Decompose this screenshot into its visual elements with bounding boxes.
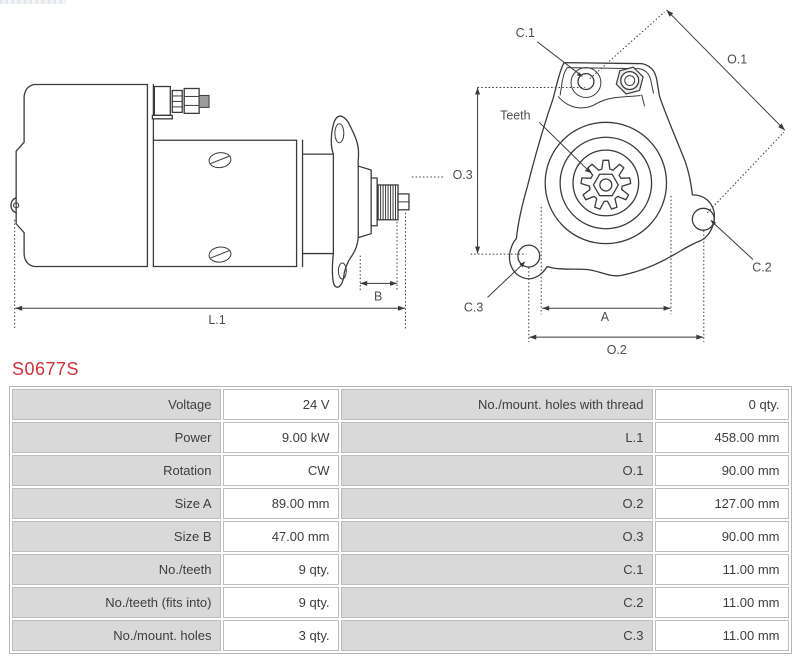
spec-value: 90.00 mm xyxy=(655,521,789,552)
spec-label: L.1 xyxy=(341,422,653,453)
spec-row xyxy=(12,389,789,420)
spec-row xyxy=(12,521,789,552)
spec-row xyxy=(12,422,789,453)
label-l1: L.1 xyxy=(208,313,226,328)
spec-row xyxy=(12,455,789,486)
spec-row xyxy=(12,620,789,651)
spec-value: 458.00 mm xyxy=(655,422,789,453)
label-c2: C.2 xyxy=(752,260,772,275)
starter-side-view xyxy=(11,85,444,331)
spec-value: 11.00 mm xyxy=(655,587,789,618)
spec-label: Voltage xyxy=(12,389,221,420)
flange-ear-hole-top xyxy=(335,124,344,143)
spec-label: Power xyxy=(12,422,221,453)
part-number: S0677S xyxy=(12,359,80,379)
label-o1: O.1 xyxy=(727,52,748,67)
label-o2: O.2 xyxy=(606,343,627,356)
yoke-screw xyxy=(208,151,232,263)
label-o3: O.3 xyxy=(452,167,473,182)
spec-label: No./teeth xyxy=(12,554,221,585)
label-a: A xyxy=(600,310,609,325)
label-c1: C.1 xyxy=(515,25,535,40)
hole-c2 xyxy=(692,208,714,230)
spec-value: 90.00 mm xyxy=(655,455,789,486)
spec-value: CW xyxy=(223,455,339,486)
spec-value: 11.00 mm xyxy=(655,554,789,585)
spec-row xyxy=(12,488,789,519)
spec-value: 0 qty. xyxy=(655,389,789,420)
spec-label: Size A xyxy=(12,488,221,519)
spec-value: 3 qty. xyxy=(223,620,339,651)
spec-label: C.1 xyxy=(341,554,653,585)
spec-row xyxy=(12,587,789,618)
counterbore-c1 xyxy=(571,68,601,98)
spec-label: No./mount. holes with thread xyxy=(341,389,653,420)
spec-label: O.3 xyxy=(341,521,653,552)
spec-value: 11.00 mm xyxy=(655,620,789,651)
spec-value: 9.00 kW xyxy=(223,422,339,453)
label-teeth: Teeth xyxy=(500,108,531,123)
specs-table xyxy=(9,386,792,654)
spec-value: 47.00 mm xyxy=(223,521,339,552)
pinion-gear xyxy=(581,160,631,209)
spec-value: 127.00 mm xyxy=(655,488,789,519)
spec-label: C.3 xyxy=(341,620,653,651)
spec-value: 9 qty. xyxy=(223,554,339,585)
spec-row xyxy=(12,554,789,585)
spec-label: C.2 xyxy=(341,587,653,618)
label-b: B xyxy=(373,289,383,304)
spec-label: No./teeth (fits into) xyxy=(12,587,221,618)
spec-label: O.2 xyxy=(341,488,653,519)
spec-value: 89.00 mm xyxy=(223,488,339,519)
terminal-stud xyxy=(152,87,209,119)
pinion-splines xyxy=(378,185,409,220)
edge-artifact xyxy=(0,0,66,4)
spec-label: Size B xyxy=(12,521,221,552)
spec-value: 24 V xyxy=(223,389,339,420)
starter-front-view xyxy=(453,10,785,356)
spec-label: No./mount. holes xyxy=(12,620,221,651)
label-c3: C.3 xyxy=(463,300,484,315)
spec-label: Rotation xyxy=(12,455,221,486)
spec-label: O.1 xyxy=(341,455,653,486)
spec-value: 9 qty. xyxy=(223,587,339,618)
